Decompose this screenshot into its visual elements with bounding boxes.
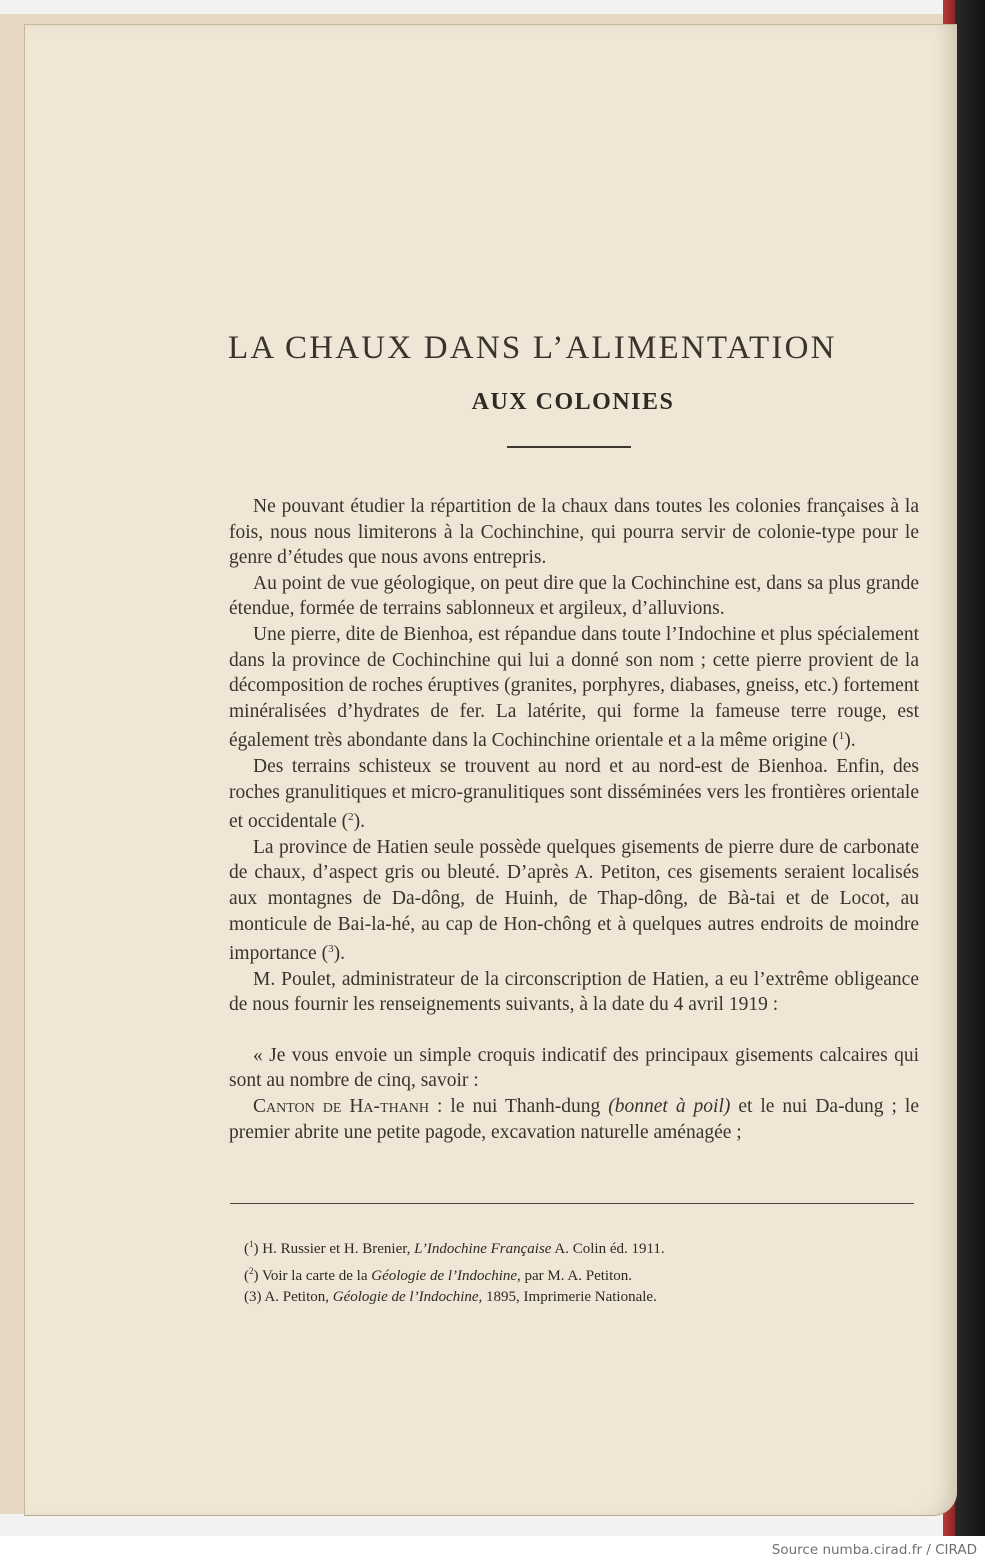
footnote-mark: (3)	[244, 1289, 262, 1305]
article-body	[229, 494, 919, 1145]
paragraph-text: Une pierre, dite de Bienhoa, est répandue dans toute l’Indochine et plus spécialement dans la province de Cochinchine qui lui a donné son nom ; cette pierre provient de la décomposition de roches éruptives (granites, porphyres, diabases, gneiss, etc.) fortement minéralisées d’hydrates de fer. La latérite, qui forme la fameuse terre rouge, est également très abondante dans la Cochinchine orientale et a la même origine	[229, 623, 919, 752]
paragraph: Une pierre, dite de Bienhoa, est répandue dans toute l’Indochine et plus spécialement dans la province de Cochinchine qui lui a donné son nom ; cette pierre provient de la décomposition de roches éruptives (granites, porphyres, diabases, gneiss, etc.) fortement minéralisées d’hydrates de fer. La latérite, qui forme la fameuse terre rouge, est également très abondante dans la Cochinchine orientale et a la même origine ($^1$).	[229, 623, 919, 752]
paragraph-text: : le nui Thanh-dung	[429, 1096, 609, 1118]
source-caption: Source numba.cirad.fr / CIRAD	[771, 1542, 977, 1558]
paragraph-text: La province de Hatien seule possède quelques gisements de pierre dure de carbonate de chaux, d’aspect gris ou bleuté. D’après A. Petiton, ces gisements seraient localisés aux montagnes de Da-dông, de Huinh, de Thap-dông, de Bà-tai et de Locot, au monticule de Bai-la-hé, au cap de Hon-chông et à quelques autres endroits de moindre importance	[229, 836, 919, 965]
paragraph-text: .	[850, 730, 856, 752]
footnote-text: H. Russier et H. Brenier,	[258, 1241, 415, 1257]
footnote-1: ($^1$) H. Russier et H. Brenier, L’Indochine Française A. Colin éd. 1911.	[244, 1239, 665, 1257]
footnote-ref[interactable]: 3	[328, 943, 334, 956]
footnote-mark: 2	[249, 1265, 254, 1276]
footnotes	[244, 1234, 904, 1309]
footnote-title: Géologie de l’Indochine,	[371, 1267, 521, 1284]
footnote-text: 1895, Imprimerie Nationale.	[482, 1289, 657, 1305]
paragraph-text: .	[360, 811, 365, 833]
paragraph-text: Au point de vue géologique, on peut dire que la Cochinchine est, dans sa plus grande étendue, formée de terrains sablonneux et argileux, d’alluvions.	[229, 572, 919, 620]
quote-paragraph	[229, 1043, 919, 1094]
binding-dark-edge	[955, 0, 985, 1536]
footnote-2: ($^2$) Voir la carte de la Géologie de l’Indochine, par M. A. Petiton.	[244, 1265, 633, 1284]
canton-name: Canton de Ha-thanh	[253, 1096, 430, 1118]
paragraph-text: « Je vous envoie un simple croquis indicatif des principaux gisements calcaires qui sont au nombre de cinq, savoir :	[229, 1044, 919, 1092]
italic-note: (bonnet à poil)	[608, 1096, 731, 1118]
paragraph	[229, 967, 919, 1018]
page-title: LA CHAUX DANS L’ALIMENTATION	[228, 330, 837, 366]
footnote-text: A. Colin éd. 1911.	[551, 1241, 665, 1257]
paragraph: La province de Hatien seule possède quelques gisements de pierre dure de carbonate de chaux, d’aspect gris ou bleuté. D’après A. Petiton, ces gisements seraient localisés aux montagnes de Da-dông, de Huinh, de Thap-dông, de Bà-tai et de Locot, au monticule de Bai-la-hé, au cap de Hon-chông et à quelques autres endroits de moindre importance ($^3$).	[229, 836, 919, 965]
footnote-mark: 1	[249, 1239, 254, 1249]
paragraph-text: Des terrains schisteux se trouvent au nord et au nord-est de Bienhoa. Enfin, des roches granulitiques et micro-granulitiques sont disséminées vers les frontières orientale et occidentale	[229, 755, 919, 833]
footnote-divider	[230, 1203, 914, 1204]
footnote-ref[interactable]: 1	[838, 730, 845, 743]
paragraph	[229, 494, 919, 571]
footnote-title: L’Indochine Française	[414, 1241, 552, 1257]
paragraph-text: .	[340, 943, 345, 965]
footnote-ref[interactable]: 2	[348, 811, 354, 824]
footnote-text: A. Petiton,	[261, 1289, 333, 1305]
paragraph: Des terrains schisteux se trouvent au nord et au nord-est de Bienhoa. Enfin, des roches granulitiques et micro-granulitiques sont disséminées vers les frontières orientale et occidentale ($^2$).	[229, 755, 919, 833]
paragraph	[229, 1094, 919, 1145]
footnote-title: Géologie de l’Indochine,	[332, 1289, 483, 1305]
paragraph-text: et le nui Da-dung ; le premier abrite une petite pagode, excavation naturelle aménagée ;	[229, 1096, 919, 1143]
paragraph-text: M. Poulet, administrateur de la circonscription de Hatien, a eu l’extrême obligeance de nous fournir les renseignements suivants, à la date du 4 avril 1919 :	[229, 968, 919, 1016]
footnote-text: par M. A. Petiton.	[520, 1267, 633, 1284]
title-divider	[507, 446, 631, 448]
paragraph-text: Ne pouvant étudier la répartition de la chaux dans toutes les colonies françaises à la fois, nous nous limiterons à la Cochinchine, qui pourra servir de colonie-type pour le genre d’études que nous avons entrepris.	[229, 496, 919, 569]
page-subtitle: AUX COLONIES	[471, 389, 675, 415]
footnote-3	[244, 1287, 904, 1309]
paragraph	[229, 571, 919, 622]
footnote-text: Voir la carte de la	[258, 1267, 372, 1284]
